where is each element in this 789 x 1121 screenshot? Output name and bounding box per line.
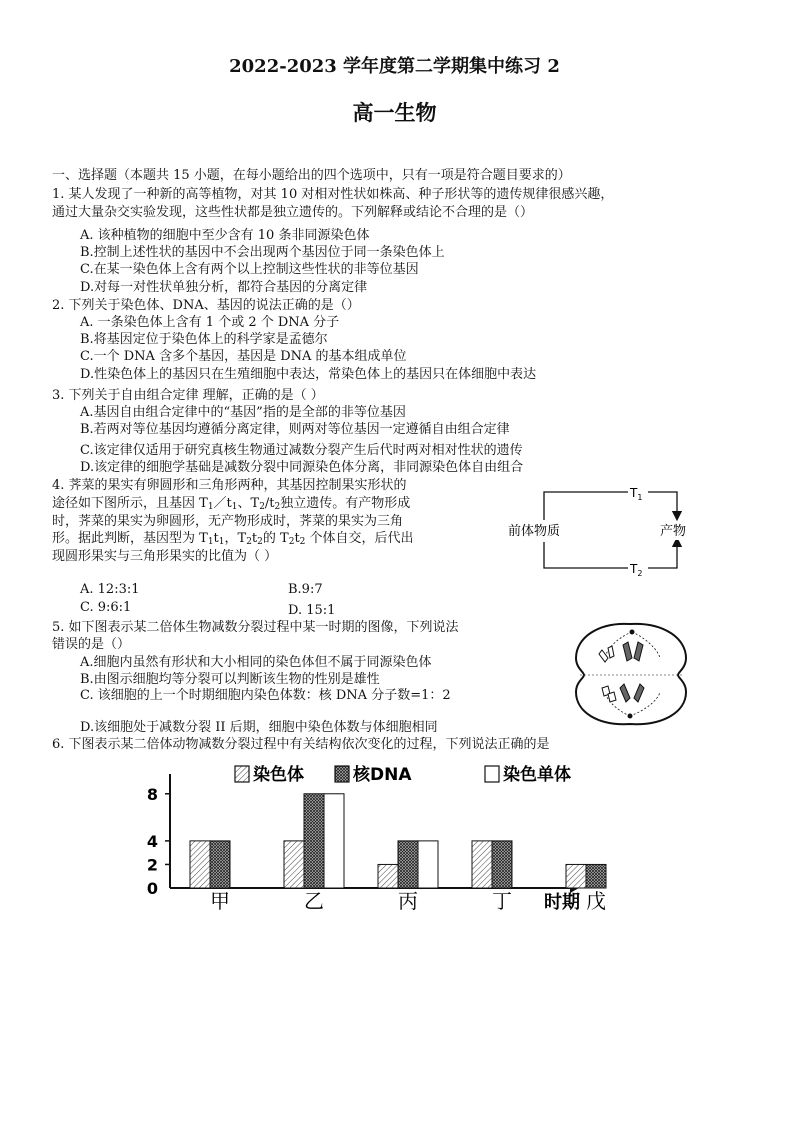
q5-option-d: D.该细胞处于减数分裂 II 后期，细胞中染色体数与体细胞相同 <box>80 720 438 735</box>
pathway-diagram <box>500 478 710 583</box>
q5-stem-line2: 错误的是（） <box>52 637 131 652</box>
bar-染色单体 <box>418 841 438 888</box>
pathway-bottom-line <box>544 542 677 568</box>
q4-stem-line5: 现圆形果实与三角形果实的比值为（ ） <box>52 549 278 564</box>
bar-染色体 <box>190 841 210 888</box>
q1-option-c: C.在某一染色体上含有两个以上控制这些性状的非等位基因 <box>80 262 419 277</box>
q1-stem-line2: 通过大量杂交实验发现，这些性状都是独立遗传的。下列解释或结论不合理的是（） <box>52 205 534 220</box>
x-tick-label: 甲 <box>210 889 230 913</box>
y-tick-label: 4 <box>146 831 158 851</box>
bar-染色体 <box>566 864 586 888</box>
q3-option-d: D.该定律的细胞学基础是减数分裂中同源染色体分离，非同源染色体自由组合 <box>80 460 524 475</box>
chromosomes-bottom <box>602 684 644 702</box>
x-axis-label: 时期 <box>544 892 580 913</box>
q5-option-b: B.由图示细胞均等分裂可以判断该生物的性别是雄性 <box>80 672 380 687</box>
chart-legend <box>235 764 571 785</box>
legend-label: 染色体 <box>253 765 304 785</box>
section-heading: 一、选择题（本题共 15 小题，在每小题给出的四个选项中，只有一项是符合题目要求的） <box>52 168 571 183</box>
y-tick-label: 2 <box>146 855 158 875</box>
page-subtitle: 高一生物 <box>352 100 437 125</box>
bar-染色体 <box>378 864 398 888</box>
pathway-top-line <box>544 492 677 520</box>
legend-swatch <box>235 766 249 782</box>
q4-option-b: B.9:7 <box>288 582 323 597</box>
q2-option-c: C.一个 DNA 含多个基因，基因是 DNA 的基本组成单位 <box>80 349 407 364</box>
q3-stem: 3. 下列关于自由组合定律 理解，正确的是（ ） <box>52 388 324 403</box>
pathway-product-label: 产物 <box>660 524 687 539</box>
q4-stem-line3: 时，荠菜的果实为卵圆形，无产物形成时，荠菜的果实为三角 <box>52 514 404 529</box>
q5-stem-line1: 5. 如下图表示某二倍体生物减数分裂过程中某一时期的图像，下列说法 <box>52 620 459 635</box>
q1-option-b: B.控制上述性状的基因中不会出现两个基因位于同一条染色体上 <box>80 245 445 260</box>
bar-核DNA <box>304 794 324 888</box>
pathway-bottom-gene: $T_2$ <box>630 562 643 578</box>
q2-option-b: B.将基因定位于染色体上的科学家是孟德尔 <box>80 332 328 347</box>
bar-核DNA <box>210 841 230 888</box>
q1-stem-line1: 1. 某人发现了一种新的高等植物，对其 10 对相对性状如株高、种子形状等的遗传规律很感兴趣， <box>52 187 614 202</box>
bar-染色体 <box>284 841 304 888</box>
bar-染色体 <box>472 841 492 888</box>
chromosomes-top <box>599 642 643 662</box>
bar-核DNA <box>586 864 606 888</box>
q3-option-a: A.基因自由组合定律中的“基因”指的是全部的非等位基因 <box>80 405 406 420</box>
cell-membrane <box>576 624 686 724</box>
q4-stem-line1: 4. 荠菜的果实有卵圆形和三角形两种，其基因控制果实形状的 <box>52 478 407 493</box>
q4-option-c: C. 9:6:1 <box>80 600 132 615</box>
q6-stem: 6. 下图表示某二倍体动物减数分裂过程中有关结构依次变化的过程，下列说法正确的是 <box>52 737 550 752</box>
chart-bars <box>190 794 606 888</box>
q1-option-a: A. 该种植物的细胞中至少含有 10 条非同源染色体 <box>80 228 370 243</box>
q2-option-d: D.性染色体上的基因只在生殖细胞中表达，常染色体上的基因只在体细胞中表达 <box>80 367 537 382</box>
y-tick-label: 0 <box>146 879 158 898</box>
x-tick-label: 乙 <box>304 889 324 913</box>
pathway-precursor-label: 前体物质 <box>508 524 561 539</box>
q4-option-a: A. 12:3:1 <box>80 582 140 597</box>
pathway-top-gene: $T_1$ <box>630 486 643 502</box>
x-tick-label: 丙 <box>398 889 418 913</box>
q5-option-a: A.细胞内虽然有形状和大小相同的染色体但不属于同源染色体 <box>80 655 432 670</box>
legend-label: 核DNA <box>353 765 412 785</box>
q5-option-c: C. 该细胞的上一个时期细胞内染色体数：核 DNA 分子数=1：2 <box>80 688 451 703</box>
q2-option-a: A. 一条染色体上含有 1 个或 2 个 DNA 分子 <box>80 315 340 330</box>
x-tick-label: 丁 <box>492 889 512 913</box>
cell-division-image <box>568 618 694 730</box>
q4-option-d: D. 15:1 <box>288 603 336 618</box>
q4-stem-line4: 形。据此判断，基因型为 $T_1t_1$，$T_2t_2$的 $T_2t_2$ 个体自交，后代出 <box>52 531 414 547</box>
legend-swatch <box>485 766 499 782</box>
bar-chart <box>140 760 670 920</box>
q2-stem: 2. 下列关于染色体、DNA、基因的说法正确的是（） <box>52 298 360 313</box>
q1-option-d: D.对每一对性状单独分析，都符合基因的分离定律 <box>80 280 368 295</box>
x-tick-label: 戊 <box>586 889 606 913</box>
bar-染色单体 <box>324 794 344 888</box>
bar-核DNA <box>398 841 418 888</box>
page-title: 2022-2023 学年度第二学期集中练习 2 <box>229 56 560 77</box>
bar-核DNA <box>492 841 512 888</box>
legend-label: 染色单体 <box>503 765 571 785</box>
q3-option-c: C.该定律仅适用于研究真核生物通过减数分裂产生后代时两对相对性状的遗传 <box>80 443 523 458</box>
y-tick-label: 8 <box>146 784 158 804</box>
q3-option-b: B.若两对等位基因均遵循分离定律，则两对等位基因一定遵循自由组合定律 <box>80 422 510 437</box>
legend-swatch <box>335 766 349 782</box>
q4-stem-line2: 途径如下图所示，且基因 $T_1/t_1$、$T_2/t_2$独立遗传。有产物形成 <box>52 496 411 512</box>
